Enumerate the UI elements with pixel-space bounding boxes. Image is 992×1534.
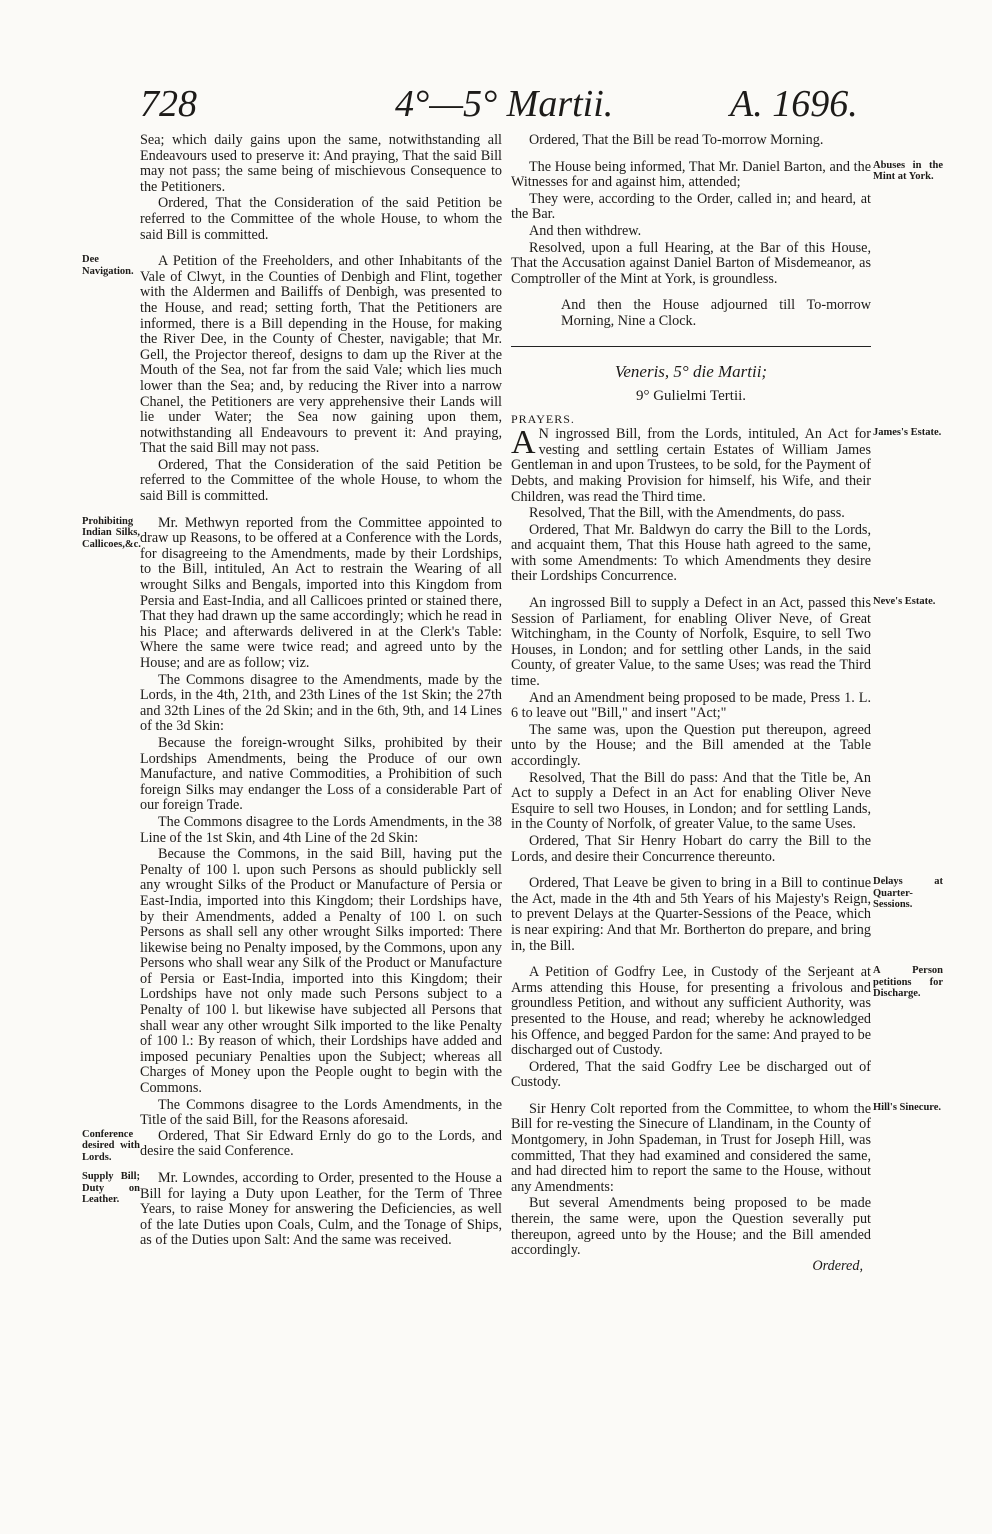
paragraph: Ordered, That Sir Henry Hobart do carry the Bill to the Lords, and desire their Concurrence thereunto. <box>511 832 871 865</box>
entry-dee-navigation <box>82 253 502 505</box>
paragraph: Ordered, That the Bill be read To-morrow Morning. <box>529 132 824 148</box>
paragraph: Sea; which daily gains upon the same, notwithstanding all Endeavours used to preserve it: And praying, That the said Bill may not pass; the same being of mischievous Consequence to the Petitioners. <box>140 132 502 195</box>
paragraph: Ordered, That Sir Edward Ernly do go to the Lords, and desire the said Conference. <box>140 1127 502 1160</box>
day-heading: Veneris, 5° die Martii; <box>614 361 768 381</box>
paragraph: Ordered, That Mr. Baldwyn do carry the Bill to the Lords, and acquaint them, That this House hath agreed to the same, with some Amendments: To which Amendments they desire their Lordships Concurrence. <box>511 521 871 585</box>
paragraph: Ordered, That the said Godfry Lee be discharged out of Custody. <box>511 1058 871 1091</box>
drop-cap: A <box>511 424 536 462</box>
paragraph <box>511 424 871 505</box>
paragraph: The same was, upon the Question put thereupon, agreed unto by the House; and the Bill amended at the Table accordingly. <box>511 721 871 769</box>
margin-note: James's Estate. <box>873 427 942 439</box>
entry-mint-york <box>511 158 943 288</box>
paragraph: An ingrossed Bill to supply a Defect in an Act, passed this Session of Parliament, for enabling Oliver Neve, of Great Witchingham, in the County of Norfolk, Esquire, to sell Two Houses, in London; and for settling other Lands, in the said County, of greater Value, to the same Uses; was read the Third time. <box>511 595 871 690</box>
margin-note: A Person petitions for Discharge. <box>873 965 943 1000</box>
page-header <box>0 82 992 132</box>
page-number: 728 <box>140 83 197 125</box>
entry-james-estate <box>511 424 942 585</box>
reign-heading: 9° Gulielmi Tertii. <box>635 387 747 404</box>
paragraph: Because the foreign-wrought Silks, prohibited by their Lordships Amendments, being the Produce of our own Manufacture, and native Commodities, a Prohibition of such foreign Silks may endanger the Loss of a considerable Part of our foreign Trade. <box>140 734 502 814</box>
paragraph: And an Amendment being proposed to be made, Press 1. L. 6 to leave out "Bill," and insert "Act;" <box>511 689 871 722</box>
paragraph: Mr. Lowndes, according to Order, presented to the House a Bill for laying a Duty upon Leather, for the Term of Three Years, to raise Money for answering the Deficiencies, as well of the late Duties upon Coals, Culm, and the Tonage of Ships, as of the Duties upon Salt: And the same was received. <box>140 1170 502 1249</box>
entry-indian-silks <box>82 514 502 1129</box>
margin-note: Conference desired with Lords. <box>82 1128 140 1163</box>
paragraph: Resolved, upon a full Hearing, at the Bar of this House, That the Accusation against Daniel Barton of Misdemeanor, as Comptroller of the Mint at York, is groundless. <box>511 239 871 287</box>
paragraph: The House being informed, That Mr. Daniel Barton, and the Witnesses for and against him, attended; <box>511 158 871 191</box>
margin-note: Dee Navigation. <box>82 254 134 277</box>
margin-note: Hill's Sinecure. <box>873 1101 942 1113</box>
prayers-heading: PRAYERS. <box>511 411 575 426</box>
paragraph: But several Amendments being proposed to be made therein, the same were, upon the Question severally put thereupon, agreed unto by the House; and the Bill amended accordingly. <box>511 1195 871 1259</box>
paragraph: Sir Henry Colt reported from the Committee, to whom the Bill for re-vesting the Sinecure of Llandinam, in the County of Montgomery, in John Spademan, in Trust for Joseph Hill, was committed, That they had examined and considered the same, and had directed him to report the same to the House, without any Amendments: <box>511 1100 871 1195</box>
paragraph: The Commons disagree to the Amendments, made by the Lords, in the 4th, 21th, and 23th Lines of the 1st Skin; the 27th and 32th Lines of the 2d Skin; and in the 6th, 9th, and 14 Lines of the 3d Skin: <box>140 671 502 735</box>
paragraph: Because the Commons, in the said Bill, having put the Penalty of 100 l. upon such Persons as should publickly sell any wrought Silks of the Product or Manufacture of Persia or East-India, imported into this Kingdom; their Lordships have, by their Amendments, added a Penalty of 100 l. on such Persons as shall sell any other wrought Silks imported: There likewise being no Penalty imposed, by the Commons, upon any Persons who shall wear any Silk of the Product or Manufacture of Persia or East-India, imported into this Kingdom; their Lordships have not only made such Persons subject to a Penalty of 100 l. but likewise have subjected all Persons that shall wear any other wrought Silk imported to the like Penalty of 100 l.: By reason of which, their Lordships have added and imposed pecuniary Penalties upon the Subject; whereas all Charges of Money upon the People ought to begin with the Commons. <box>140 846 502 1097</box>
paragraph-text: N ingrossed Bill, from the Lords, intituled, An Act for vesting and settling certain Estates of William James Gentleman in and upon Trustees, to be sold, for the Payment of Debts, and making Provision for himself, his Wife, and their Children, was read the Third time. <box>511 426 871 505</box>
margin-note: Supply Bill; Duty on Leather. <box>82 1171 140 1205</box>
entry-person-discharge <box>511 964 943 1091</box>
running-title: 4°—5° Martii. <box>395 83 614 125</box>
margin-note: Prohibiting Indian Silks, Callicoes,&c. <box>82 515 141 550</box>
section-divider <box>511 346 871 347</box>
left-column <box>82 132 502 1249</box>
paragraph: And then withdrew. <box>529 222 642 239</box>
paragraph: Ordered, That the Consideration of the said Petition be referred to the Committee of the whole House, to whom the said Bill is committed. <box>140 195 502 243</box>
entry-hill-sinecure <box>511 1100 942 1259</box>
paragraph: Ordered, That the Consideration of the said Petition be referred to the Committee of the whole House, to whom the said Bill is committed. <box>140 456 502 505</box>
adjournment: And then the House adjourned till To-morrow Morning, Nine a Clock. <box>561 297 871 329</box>
margin-note: Neve's Estate. <box>873 596 936 608</box>
entry-quarter-sessions <box>511 875 943 954</box>
paragraph: The Commons disagree to the Lords Amendments, in the 38 Line of the 1st Skin, and 4th Line of the 2d Skin: <box>140 813 502 846</box>
entry-supply-bill <box>82 1170 502 1249</box>
margin-note: Delays at Quarter-Sessions. <box>873 876 943 911</box>
paragraph: A Petition of the Freeholders, and other Inhabitants of the Vale of Clwyt, in the Counties of Denbigh and Flint, together with the Aldermen and Bailiffs of Denbigh, was presented to the House, and read; setting forth, That the Petitioners are informed, there is a Bill depending in the House, for making the River Dee, in the County of Chester, navigable; that Mr. Gell, the Projector thereof, designs to dam up the River at the Mouth of the Sea, not far from the said Vale; which lies much lower than the Sea; and, by reducing the River into a narrow Chanel, the Petitioners are very apprehensive their Lands will lie under Water; the Sea now gaining upon them, notwithstanding all Endeavours to prevent it: And praying, That the said Bill may not pass. <box>140 253 502 457</box>
paragraph: Mr. Methwyn reported from the Committee appointed to draw up Reasons, to be offered at a Conference with the Lords, for disagreeing to the Amendments, made by their Lordships, to the Bill, intituled, An Act to restrain the Wearing of all wrought Silks and Bengals, imported into this Kingdom from Persia and East-India, and all Callicoes printed or stained there, That they had drawn up the same accordingly; which he read in his Place; and afterwards delivered in at the Clerk's Table: Where the same were twice read; and agreed unto by the House; and are as follow; viz. <box>140 514 502 671</box>
catchword: Ordered, <box>812 1257 863 1274</box>
entry-neve-estate <box>511 595 936 865</box>
paragraph: Ordered, That Leave be given to bring in a Bill to continue the Act, made in the 4th and 5th Years of his Majesty's Reign, to prevent Delays at the Quarter-Sessions of the Peace, which is near expiring: And that Mr. Bortherton do prepare, and bring in, the Bill. <box>511 875 871 954</box>
year-heading: A. 1696. <box>730 83 858 125</box>
paragraph: They were, according to the Order, called in; and heard, at the Bar. <box>511 190 871 223</box>
entry-conference <box>82 1127 502 1163</box>
paragraph: The Commons disagree to the Lords Amendments, in the Title of the said Bill, for the Reasons aforesaid. <box>140 1096 502 1129</box>
right-column <box>511 132 943 1274</box>
paragraph: Resolved, That the Bill, with the Amendments, do pass. <box>529 505 845 522</box>
margin-note: Abuses in the Mint at York. <box>873 159 943 183</box>
paragraph: Resolved, That the Bill do pass: And that the Title be, An Act to supply a Defect in an Act for enabling Oliver Neve Esquire to sell two Houses, in London; and for settling Lands, in the County of Norfolk, of greater Value, to the same Uses. <box>511 769 871 833</box>
paragraph: A Petition of Godfry Lee, in Custody of the Serjeant at Arms attending this House, for presenting a frivolous and groundless Petition, and without any sufficient Authority, was presented to the House, and read; whereby he acknowledged his Offence, and begged Pardon for the same: And prayed to be discharged out of Custody. <box>511 964 871 1059</box>
